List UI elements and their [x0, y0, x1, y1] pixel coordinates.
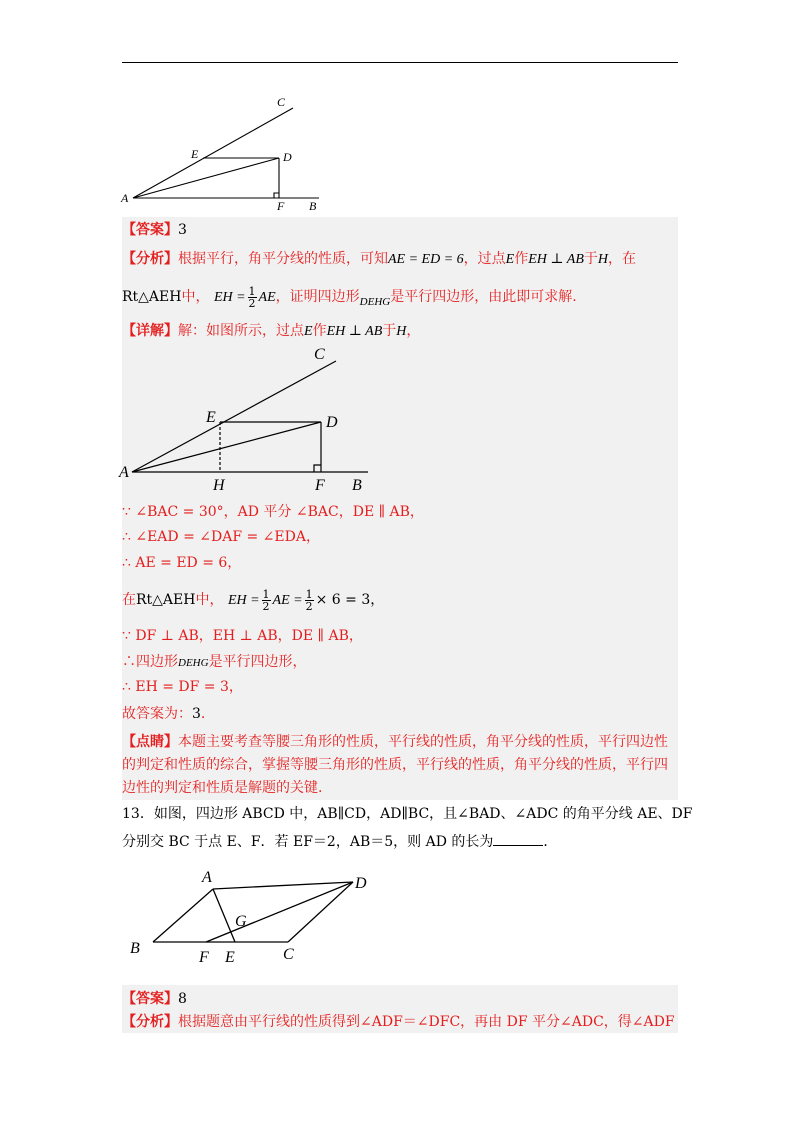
segment-AD — [133, 158, 279, 198]
label-B: B — [130, 940, 140, 957]
bisector-DF — [206, 882, 353, 942]
side-AD — [213, 882, 353, 889]
analysis-2: 【分析】根据题意由平行线的性质得到∠ADF＝∠DFC，再由 DF 平分∠ADC，得∠ADF — [122, 1014, 675, 1030]
label-E: E — [225, 949, 235, 966]
answer-blank — [493, 833, 543, 846]
detail-step-8: 故答案为：3. — [122, 706, 206, 722]
analysis-1-line-1: 【分析】根据平行，角平分线的性质，可知AE = ED = 6，过点E作EH ⊥ AB于H，在 — [122, 251, 637, 267]
detail-step-7: ∴ EH = DF = 3， — [122, 679, 243, 695]
figure-3 — [125, 865, 385, 975]
label-A: A — [119, 464, 129, 481]
ray-AC — [132, 361, 336, 472]
detail-step-3: ∴ AE = ED = 6， — [122, 555, 242, 571]
label-A: A — [202, 869, 212, 886]
analysis-1-line-2: Rt△AEH中， EH = $\frac{1}{2}$ AE，证明四边形$_{DEHG}$是平行四边形，由此即可求解. — [122, 284, 577, 310]
detail-line-1: 【详解】解：如图所示，过点E作EH ⊥ AB于H， — [122, 323, 421, 339]
label-D: D — [355, 875, 367, 892]
side-DC — [288, 882, 353, 942]
detail-step-5: ∵ DF ⊥ AB，EH ⊥ AB，DE ∥ AB， — [122, 628, 363, 644]
side-AB — [153, 889, 213, 942]
answer-2: 【答案】8 — [122, 991, 187, 1007]
detail-step-1: ∵ ∠BAC = 30°，AD 平分 ∠BAC，DE ∥ AB， — [122, 504, 424, 520]
detail-step-2: ∴ ∠EAD = ∠DAF = ∠EDA， — [122, 529, 320, 545]
question-13-line-1: 13．如图，四边形 ABCD 中，AB∥CD，AD∥BC，且∠BAD、∠ADC 的角平分线 AE、DF — [122, 806, 693, 822]
comment-line-3: 边性的判定和性质是解题的关键. — [122, 780, 323, 796]
segment-AD — [132, 422, 321, 472]
label-E: E — [191, 147, 199, 161]
label-C: C — [283, 946, 294, 963]
ray-AC — [133, 108, 293, 198]
label-A: A — [121, 191, 129, 205]
detail-step-6: ∴四边形DEHG是平行四边形， — [122, 654, 307, 670]
label-D: D — [326, 414, 338, 431]
question-13-line-2: 分别交 BC 于点 E、F．若 EF＝2，AB＝5，则 AD 的长为 ． — [122, 834, 558, 850]
label-H: H — [213, 477, 225, 494]
label-F: F — [277, 199, 285, 213]
label-F: F — [315, 477, 325, 494]
label-E: E — [206, 409, 216, 426]
figure-2 — [118, 345, 378, 495]
label-F: F — [199, 949, 209, 966]
label-C: C — [314, 346, 325, 363]
comment-line-1: 【点睛】本题主要考查等腰三角形的性质，平行线的性质，角平分线的性质，平行四边性 — [122, 734, 668, 750]
figure-1 — [115, 92, 335, 217]
label-C: C — [277, 95, 286, 109]
label-B: B — [352, 477, 362, 494]
header-rule — [122, 62, 678, 63]
label-B: B — [309, 199, 317, 213]
comment-line-2: 的判定和性质的综合，掌握等腰三角形的性质，平行线的性质，角平分线的性质，平行四 — [122, 757, 668, 773]
label-G: G — [235, 913, 247, 930]
label-D: D — [283, 150, 292, 164]
answer-1: 【答案】3 — [122, 222, 187, 238]
detail-step-4: 在Rt△AEH中， EH = $\frac{1}{2}$ AE = $\frac{1}{2}$ × 6 = 3， — [122, 587, 385, 613]
right-angle-mark — [314, 465, 321, 472]
right-angle-mark — [274, 193, 279, 198]
